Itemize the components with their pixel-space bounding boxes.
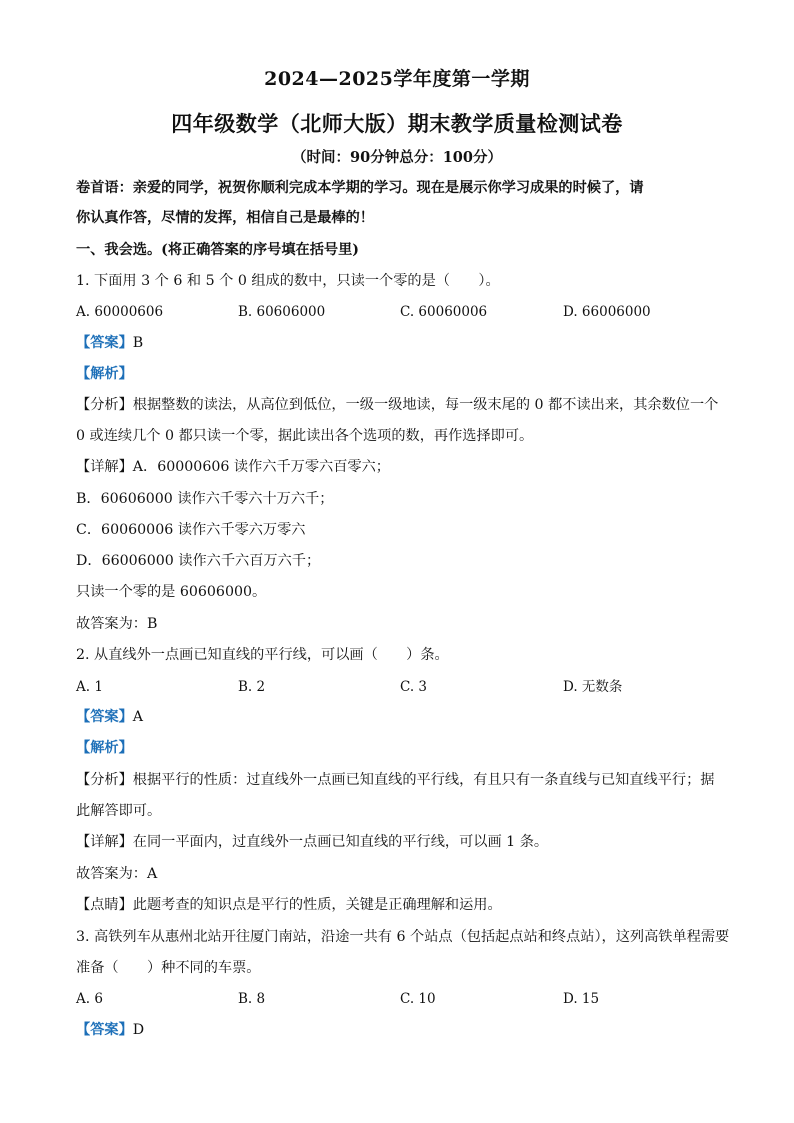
- exam-main-title: 四年级数学（北师大版）期末教学质量检测试卷: [171, 111, 623, 136]
- exam-term-title: 2024—2025学年度第一学期: [264, 68, 530, 90]
- q1-fenxi-line-1: [76, 395, 718, 415]
- q2-fenxi-text-1: 根据平行的性质：过直线外一点画已知直线的平行线，有且只有一条直线与已知直线平行；据: [132, 772, 715, 788]
- dianjing-tag: 【点睛】: [76, 897, 133, 913]
- q1-option-d: D. 66006000: [563, 304, 651, 320]
- q1-analysis-heading: [76, 364, 133, 384]
- q1-detail-a-line: [76, 457, 390, 477]
- q2-fenxi-line-1: [76, 770, 714, 790]
- q1-option-b: B. 60606000: [238, 304, 326, 320]
- q3-option-c: C. 10: [400, 991, 436, 1007]
- q1-answer-value: B: [132, 335, 144, 351]
- q3-answer: [76, 1020, 144, 1040]
- q2-detail: 在同一平面内，过直线外一点画已知直线的平行线，可以画 1 条。: [132, 834, 549, 850]
- analysis-tag: 【解析】: [76, 366, 133, 382]
- q1-fenxi-text-1: 根据整数的读法，从高位到低位，一级一级地读，每一级末尾的 0 都不读出来，其余数位一个: [132, 397, 719, 413]
- q2-fenxi-line-2: 此解答即可。: [76, 803, 162, 819]
- xiangjie-tag: 【详解】: [76, 834, 133, 850]
- q1-detail-d: D．66006000 读作六千六百万六千；: [76, 553, 321, 569]
- q1-option-a: A. 60000606: [76, 304, 164, 320]
- q2-detail-line: [76, 832, 548, 852]
- q2-answer: [76, 707, 143, 727]
- q3-option-d: D. 15: [563, 991, 600, 1007]
- xiangjie-tag: 【详解】: [76, 459, 133, 475]
- q1-fenxi-line-2: 0 或连续几个 0 都只读一个零，据此读出各个选项的数，再作选择即可。: [76, 428, 534, 444]
- q2-analysis-heading: [76, 738, 133, 758]
- fenxi-tag: 【分析】: [76, 397, 133, 413]
- q2-stem: 2. 从直线外一点画已知直线的平行线，可以画（ ）条。: [76, 647, 449, 663]
- q2-dianjing-line: [76, 895, 502, 915]
- q2-option-b: B. 2: [238, 679, 266, 695]
- q3-option-a: A. 6: [76, 991, 103, 1007]
- q1-final-answer: 故答案为：B: [76, 616, 158, 632]
- preface-line-2: 你认真作答，尽情的发挥，相信自己是最棒的！: [76, 210, 374, 226]
- section-1-title: 一、我会选。(将正确答案的序号填在括号里): [76, 242, 359, 258]
- q1-detail-conclusion: 只读一个零的是 60606000。: [76, 584, 267, 600]
- exam-time-score: （时间：90分钟总分：100分）: [292, 149, 502, 166]
- q2-final-answer: 故答案为：A: [76, 866, 158, 882]
- q3-answer-value: D: [132, 1022, 145, 1038]
- q1-detail-c: C．60060006 读作六千零六万零六: [76, 522, 306, 538]
- q1-option-c: C. 60060006: [400, 304, 488, 320]
- q1-answer: [76, 333, 143, 353]
- q3-option-b: B. 8: [238, 991, 266, 1007]
- q3-stem-line-2: 准备（ ）种不同的车票。: [76, 960, 261, 976]
- q3-stem-line-1: 3. 高铁列车从惠州北站开往厦门南站，沿途一共有 6 个站点（包括起点站和终点站），这列高铁单程需要: [76, 929, 730, 945]
- q2-answer-value: A: [132, 709, 144, 725]
- q2-option-d: D. 无数条: [563, 679, 623, 695]
- q1-detail-b: B．60606000 读作六千零六十万六千；: [76, 491, 334, 507]
- answer-tag: 【答案】: [76, 335, 133, 351]
- q2-option-a: A. 1: [76, 679, 103, 695]
- q2-dianjing: 此题考查的知识点是平行的性质，关键是正确理解和运用。: [132, 897, 502, 913]
- preface-line-1: 卷首语：亲爱的同学，祝贺你顺利完成本学期的学习。现在是展示你学习成果的时候了，请: [76, 180, 644, 196]
- q1-stem: 1. 下面用 3 个 6 和 5 个 0 组成的数中，只读一个零的是（ ）。: [76, 273, 500, 289]
- answer-tag: 【答案】: [76, 709, 133, 725]
- fenxi-tag: 【分析】: [76, 772, 133, 788]
- answer-tag: 【答案】: [76, 1022, 133, 1038]
- analysis-tag: 【解析】: [76, 740, 133, 756]
- q1-detail-a: A．60000606 读作六千万零六百零六；: [132, 459, 390, 475]
- q2-option-c: C. 3: [400, 679, 428, 695]
